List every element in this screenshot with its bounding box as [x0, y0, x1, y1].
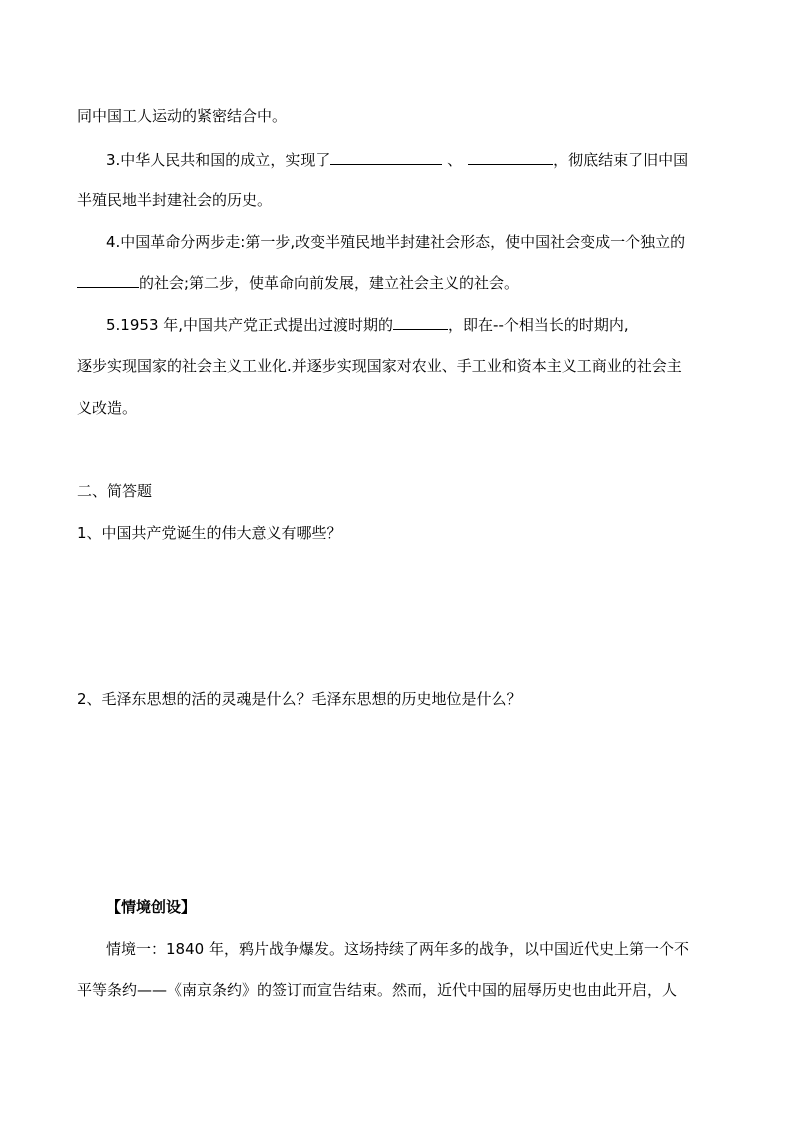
question-3-continuation: 半殖民地半封建社会的历史。: [77, 191, 273, 209]
question-4-line-2: [77, 273, 717, 293]
question-text: 1、中国共产党诞生的伟大意义有哪些？: [77, 524, 342, 542]
question-5-end: 义改造。: [77, 399, 138, 417]
short-answer-question-1: [77, 523, 717, 543]
section-title: 二、简答题: [77, 482, 153, 500]
question-4-suffix: 的社会;第二步，使革命向前发展，建立社会主义的社会。: [139, 274, 520, 292]
short-answer-heading: [77, 481, 717, 501]
question-5-continuation: 逐步实现国家的社会主义工业化.并逐步实现国家对农业、手工业和资本主义工商业的社会主: [77, 357, 682, 375]
question-3-prefix: 3.中华人民共和国的成立，实现了: [106, 151, 331, 169]
scenario-line-2: [77, 980, 717, 1000]
short-answer-question-2: [77, 689, 717, 709]
continued-line: [77, 106, 717, 126]
scenario-text: 平等条约——《南京条约》的签订而宣告结束。然而，近代中国的屈辱历史也由此开启，人: [77, 981, 678, 999]
question-5-line-3: [77, 398, 717, 418]
scenario-text: 情境一：1840 年，鸦片战争爆发。这场持续了两年多的战争，以中国近代史上第一个不: [106, 940, 689, 958]
question-3-separator: 、: [442, 151, 463, 169]
scenario-line-1: [106, 939, 717, 959]
question-3-line-1: [106, 150, 717, 170]
question-5-suffix: ，即在--个相当长的时期内,: [448, 316, 629, 334]
question-5-line-1: [106, 315, 717, 335]
question-4-text: 4.中国革命分两步走:第一步,改变半殖民地半封建社会形态，使中国社会变成一个独立的: [106, 233, 686, 251]
continued-text: 同中国工人运动的紧密结合中。: [77, 107, 288, 125]
question-3-blank-1[interactable]: [330, 150, 442, 165]
question-4-blank[interactable]: [77, 273, 139, 288]
section-title: 【情境创设】: [106, 898, 197, 916]
question-3-blank-2[interactable]: [468, 150, 553, 165]
question-3-line-2: [77, 190, 717, 210]
question-4-line-1: [106, 232, 717, 252]
question-5-line-2: [77, 356, 717, 376]
question-5-prefix: 5.1953 年,中国共产党正式提出过渡时期的: [106, 316, 394, 334]
question-5-blank[interactable]: [393, 315, 448, 330]
question-text: 2、毛泽东思想的活的灵魂是什么？毛泽东思想的历史地位是什么？: [77, 690, 522, 708]
question-3-suffix: ，彻底结束了旧中国: [553, 151, 689, 169]
scenario-heading: [106, 897, 717, 917]
